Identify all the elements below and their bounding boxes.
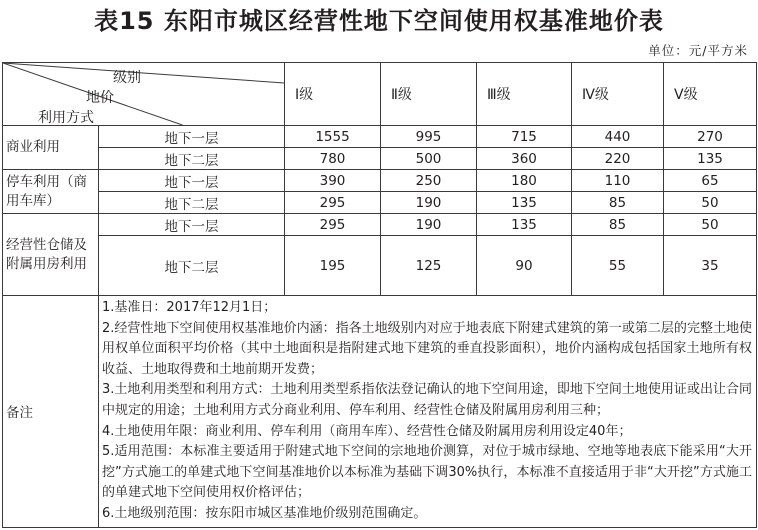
corner-use-label: 利用方式	[38, 110, 94, 126]
price-cell: 135	[664, 148, 757, 170]
note-item: 6.土地级别范围：按东阳市城区基准地价级别范围确定。	[102, 505, 427, 521]
price-cell: 780	[285, 148, 381, 170]
notes-cell	[99, 296, 757, 528]
table-title: 表15 东阳市城区经营性地下空间使用权基准地价表	[94, 7, 664, 35]
note-item: 4.土地使用年限：商业利用、停车利用（商用车库）、经营性仓储及附属用房利用设定40年；	[102, 423, 632, 439]
price-cell: 715	[477, 126, 572, 148]
table-row	[3, 126, 757, 148]
notes-row	[3, 296, 757, 528]
note-item: 5.适用范围：本标准主要适用于附建式地下空间的宗地地价测算，对位于城市绿地、空地等地表底下能采用“大开挖”方式施工的单建式地下空间基准地价以本标准为基础下调30%执行，本标准不直接适用于非“大开挖”方式施工的单建式地下空间使用权价格评估；	[102, 444, 752, 501]
price-cell: 390	[285, 170, 381, 192]
floor-cell: 地下一层	[99, 170, 285, 192]
price-cell: 295	[285, 192, 381, 214]
notes-label: 备注	[3, 296, 99, 528]
level-header-4: Ⅳ级	[572, 63, 664, 126]
price-cell: 125	[381, 236, 477, 296]
price-cell: 270	[664, 126, 757, 148]
price-cell: 995	[381, 126, 477, 148]
level-header-5: Ⅴ级	[664, 63, 757, 126]
price-cell: 440	[572, 126, 664, 148]
header-row	[3, 63, 757, 126]
note-item: 3.土地利用类型和利用方式：土地利用类型系指依法登记确认的地下空间用途，即地下空间土地使用证或出让合同中规定的用途；土地利用方式分商业利用、停车利用、经营性仓储及附属用房利用三种；	[102, 382, 752, 418]
level-header-3: Ⅲ级	[477, 63, 572, 126]
price-cell: 195	[285, 236, 381, 296]
price-cell: 55	[572, 236, 664, 296]
price-cell: 85	[572, 214, 664, 236]
category-cell: 停车利用（商用车库）	[3, 170, 99, 214]
corner-price-label: 地价	[86, 90, 114, 106]
price-cell: 500	[381, 148, 477, 170]
floor-cell: 地下一层	[99, 214, 285, 236]
price-cell: 50	[664, 214, 757, 236]
price-cell: 180	[477, 170, 572, 192]
note-item: 2.经营性地下空间使用权基准地价内涵：指各土地级别内对应于地表底下附建式建筑的第一或第二层的完整土地使用权单位面积平均价格（其中土地面积是指附建式地下建筑的垂直投影面积），地价内涵构成包括国家土地所有权收益、土地取得费和土地前期开发费；	[102, 320, 752, 377]
table-row	[3, 148, 757, 170]
price-cell: 135	[477, 214, 572, 236]
corner-header	[3, 63, 285, 126]
price-cell: 65	[664, 170, 757, 192]
price-cell: 110	[572, 170, 664, 192]
price-cell: 220	[572, 148, 664, 170]
table-row	[3, 214, 757, 236]
table-row	[3, 236, 757, 296]
corner-level-label: 级别	[113, 70, 141, 86]
level-header-2: Ⅱ级	[381, 63, 477, 126]
floor-cell: 地下二层	[99, 192, 285, 214]
price-cell: 85	[572, 192, 664, 214]
price-cell: 360	[477, 148, 572, 170]
table-row	[3, 192, 757, 214]
price-cell: 250	[381, 170, 477, 192]
floor-cell: 地下二层	[99, 148, 285, 170]
category-cell: 商业利用	[3, 126, 99, 170]
price-cell: 50	[664, 192, 757, 214]
unit-label: 单位：元/平方米	[648, 43, 748, 58]
floor-cell: 地下二层	[99, 236, 285, 296]
level-header-1: Ⅰ级	[285, 63, 381, 126]
price-cell: 90	[477, 236, 572, 296]
price-cell: 1555	[285, 126, 381, 148]
land-price-table	[2, 62, 757, 528]
price-cell: 135	[477, 192, 572, 214]
table-row	[3, 170, 757, 192]
note-item: 1.基准日：2017年12月1日；	[102, 300, 277, 315]
price-cell: 35	[664, 236, 757, 296]
price-cell: 295	[285, 214, 381, 236]
price-cell: 190	[381, 214, 477, 236]
price-cell: 190	[381, 192, 477, 214]
floor-cell: 地下一层	[99, 126, 285, 148]
category-cell: 经营性仓储及附属用房利用	[3, 214, 99, 296]
